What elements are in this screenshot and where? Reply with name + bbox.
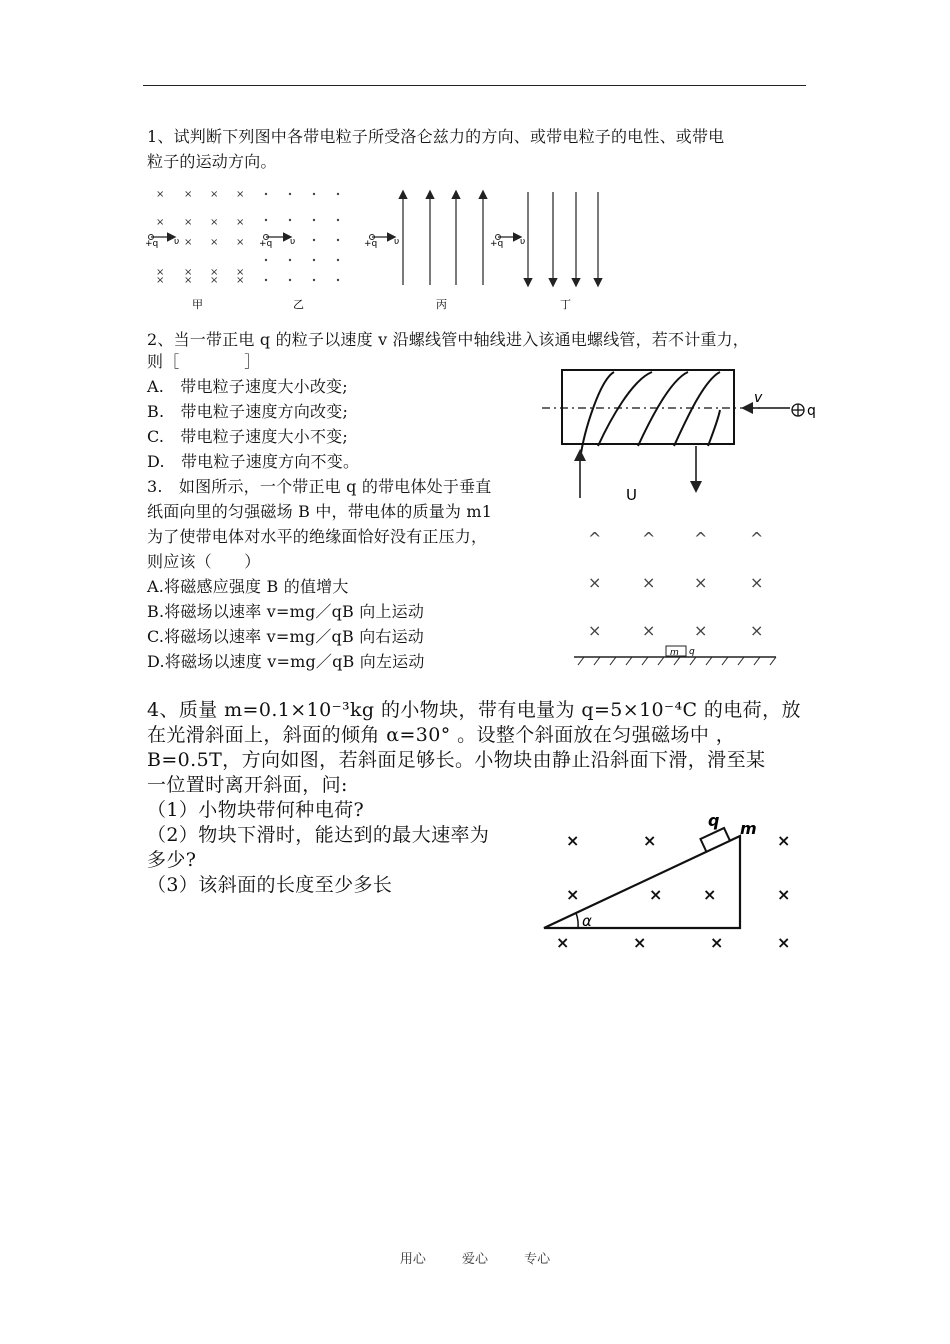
svg-text:×: × bbox=[236, 237, 245, 248]
q4-line2: 在光滑斜面上，斜面的倾角 α=30° 。设整个斜面放在匀强磁场中 ， bbox=[147, 724, 736, 746]
q4-line1: 4、质量 m=0.1×10⁻³kg 的小物块，带有电量为 q=5×10⁻⁴C 的电荷，放 bbox=[147, 699, 801, 721]
svg-text:×: × bbox=[777, 885, 791, 904]
q3-option-c: C.将磁场以速率 v=mg／qB 向右运动 bbox=[147, 627, 424, 646]
svg-text:υ: υ bbox=[174, 237, 180, 247]
header-rule bbox=[143, 85, 806, 86]
svg-text:×: × bbox=[643, 831, 657, 850]
q1-fig-ding-field bbox=[528, 192, 598, 285]
svg-text:×: × bbox=[210, 267, 219, 278]
q4-block bbox=[700, 828, 729, 852]
q2-solenoid-figure bbox=[540, 360, 830, 508]
q3-stem-line2: 纸面向里的匀强磁场 B 中，带电体的质量为 m1 bbox=[147, 502, 493, 521]
q1-figure bbox=[140, 180, 620, 315]
svg-text:+q: +q bbox=[145, 239, 159, 249]
svg-text:^: ^ bbox=[750, 529, 764, 548]
svg-text:×: × bbox=[588, 621, 602, 640]
q4-incline-figure bbox=[540, 808, 810, 958]
svg-text:×: × bbox=[210, 237, 219, 248]
svg-text:×: × bbox=[184, 237, 193, 248]
q3-option-b: B.将磁场以速率 v=mg／qB 向上运动 bbox=[147, 602, 425, 621]
svg-text:×: × bbox=[156, 217, 165, 228]
svg-text:+q: +q bbox=[364, 239, 378, 249]
svg-text:×: × bbox=[236, 267, 245, 278]
svg-text:×: × bbox=[236, 275, 245, 286]
q4-question2: （2）物块下滑时，能达到的最大速率为 bbox=[147, 824, 490, 846]
svg-text:+q: +q bbox=[490, 239, 504, 249]
svg-text:×: × bbox=[566, 885, 580, 904]
q1-text-line2: 粒子的运动方向。 bbox=[147, 152, 277, 171]
q4-line3: B=0.5T，方向如图，若斜面足够长。小物块由静止沿斜面下滑，滑至某 bbox=[147, 749, 766, 771]
svg-text:^: ^ bbox=[694, 529, 708, 548]
q4-line4: 一位置时离开斜面，问: bbox=[147, 774, 348, 796]
svg-text:×: × bbox=[588, 573, 602, 592]
svg-text:υ: υ bbox=[520, 237, 526, 247]
footer-item-2: 爱心 bbox=[461, 1252, 488, 1267]
q3-stem-line3: 为了使带电体对水平的绝缘面恰好没有正压力， bbox=[147, 527, 488, 546]
q2-option-b: B. 带电粒子速度方向改变; bbox=[147, 402, 349, 421]
svg-text:×: × bbox=[156, 189, 165, 200]
q4-field-crosses bbox=[556, 831, 790, 952]
svg-text:×: × bbox=[703, 885, 717, 904]
svg-text:υ: υ bbox=[394, 237, 400, 247]
current-label: U bbox=[626, 486, 637, 504]
svg-text:×: × bbox=[210, 189, 219, 200]
svg-text:×: × bbox=[694, 621, 708, 640]
q1-label-jia: 甲 bbox=[192, 298, 203, 311]
svg-text:+q: +q bbox=[259, 239, 273, 249]
charge-label: q bbox=[807, 403, 816, 419]
svg-text:×: × bbox=[236, 189, 245, 200]
svg-text:q: q bbox=[689, 647, 695, 657]
velocity-label: v bbox=[754, 390, 763, 406]
q1-label-ding: 丁 bbox=[560, 298, 571, 311]
q2-option-c: C. 带电粒子速度大小不变; bbox=[147, 427, 348, 446]
svg-text:×: × bbox=[210, 217, 219, 228]
svg-text:×: × bbox=[184, 217, 193, 228]
q3-figure bbox=[570, 520, 785, 670]
svg-text:×: × bbox=[566, 831, 580, 850]
q1-text-line1: 1、试判断下列图中各带电粒子所受洛仑兹力的方向、或带电粒子的电性、或带电 bbox=[147, 127, 725, 146]
footer-item-1: 用心 bbox=[399, 1252, 426, 1267]
solenoid-coils bbox=[580, 372, 720, 460]
svg-text:×: × bbox=[210, 275, 219, 286]
q1-fig-yi-particle bbox=[259, 235, 295, 250]
footer-item-3: 专心 bbox=[524, 1252, 551, 1267]
q1-label-bing: 丙 bbox=[436, 298, 447, 311]
svg-text:×: × bbox=[156, 275, 165, 286]
svg-text:×: × bbox=[184, 275, 193, 286]
svg-text:×: × bbox=[156, 267, 165, 278]
svg-text:×: × bbox=[642, 573, 656, 592]
q3-stem-line4: 则应该（ ） bbox=[147, 552, 261, 571]
q3-surface-hatch bbox=[578, 657, 776, 665]
q3-field-marks bbox=[588, 529, 763, 640]
svg-text:×: × bbox=[236, 217, 245, 228]
q2-stem-line2: 则［ ］ bbox=[147, 352, 261, 371]
svg-text:×: × bbox=[642, 621, 656, 640]
svg-text:×: × bbox=[184, 189, 193, 200]
q3-option-d: D.将磁场以速度 v=mg／qB 向左运动 bbox=[147, 652, 425, 671]
svg-text:×: × bbox=[184, 267, 193, 278]
q4-question1: （1）小物块带何种电荷? bbox=[147, 799, 365, 821]
svg-text:×: × bbox=[710, 933, 724, 952]
q1-fig-bing-field bbox=[403, 192, 483, 285]
svg-text:×: × bbox=[777, 831, 791, 850]
page-footer bbox=[0, 1248, 950, 1267]
angle-arc bbox=[576, 913, 578, 928]
svg-text:×: × bbox=[556, 933, 570, 952]
svg-text:×: × bbox=[750, 621, 764, 640]
svg-text:×: × bbox=[750, 573, 764, 592]
svg-text:×: × bbox=[649, 885, 663, 904]
svg-text:×: × bbox=[633, 933, 647, 952]
svg-text:m: m bbox=[670, 648, 679, 658]
svg-text:^: ^ bbox=[642, 529, 656, 548]
q2-option-a: A. 带电粒子速度大小改变; bbox=[147, 377, 348, 396]
q1-fig-bing-particle bbox=[364, 235, 399, 250]
svg-text:×: × bbox=[777, 933, 791, 952]
angle-label: α bbox=[582, 912, 592, 930]
q1-fig-ding-particle bbox=[490, 235, 525, 250]
q4-mass-label: m bbox=[740, 819, 757, 838]
q2-option-d: D. 带电粒子速度方向不变。 bbox=[147, 452, 360, 471]
q4-charge-label: q bbox=[708, 811, 720, 830]
q4-question3: （3）该斜面的长度至少多长 bbox=[147, 874, 393, 896]
q2-stem-line1: 2、当一带正电 q 的粒子以速度 v 沿螺线管中轴线进入该通电螺线管，若不计重力， bbox=[147, 330, 750, 349]
q1-fig-jia-particle bbox=[145, 235, 179, 250]
q3-option-a: A.将磁感应强度 B 的值增大 bbox=[147, 577, 349, 596]
q1-label-yi: 乙 bbox=[293, 298, 304, 311]
svg-text:υ: υ bbox=[290, 237, 296, 247]
q3-stem-line1: 3. 如图所示，一个带正电 q 的带电体处于垂直 bbox=[147, 477, 492, 496]
svg-text:^: ^ bbox=[588, 529, 602, 548]
q4-question2-cont: 多少? bbox=[147, 849, 197, 871]
svg-text:×: × bbox=[694, 573, 708, 592]
solenoid-body bbox=[562, 370, 734, 444]
